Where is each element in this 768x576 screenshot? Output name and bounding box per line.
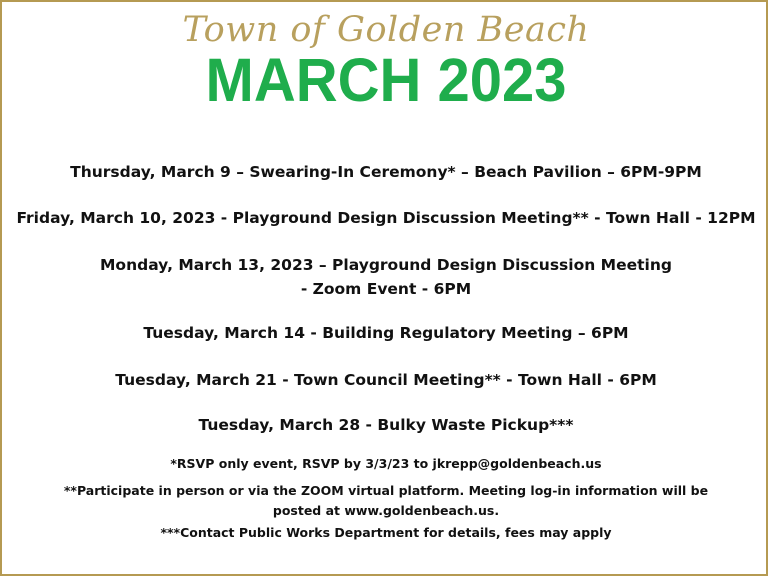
note-public-works: ***Contact Public Works Department for details, fees may apply: [160, 525, 612, 540]
event-playground-meeting-zoom-line2: - Zoom Event - 6PM: [300, 280, 472, 298]
event-swearing-in: Thursday, March 9 – Swearing-In Ceremony* – Beach Pavilion – 6PM-9PM: [70, 163, 702, 181]
event-town-council: Tuesday, March 21 - Town Council Meeting** - Town Hall - 6PM: [115, 371, 657, 389]
event-building-regulatory: Tuesday, March 14 - Building Regulatory Meeting – 6PM: [143, 324, 629, 342]
month-title: MARCH 2023: [205, 46, 567, 115]
event-playground-meeting-town-hall: Friday, March 10, 2023 - Playground Design Discussion Meeting** - Town Hall - 12PM: [16, 209, 756, 227]
note-zoom: **Participate in person or via the ZOOM virtual platform. Meeting log-in information will be posted at www.goldenbeach.us.: [63, 483, 709, 518]
event-bulky-waste: Tuesday, March 28 - Bulky Waste Pickup***: [198, 416, 574, 434]
event-playground-meeting-zoom: [2, 253, 768, 301]
town-title: Town of Golden Beach: [182, 10, 590, 50]
note-rsvp: *RSVP only event, RSVP by 3/3/23 to jkrepp@goldenbeach.us: [170, 456, 602, 471]
event-playground-meeting-zoom-line1: Monday, March 13, 2023 – Playground Design Discussion Meeting: [100, 256, 672, 274]
